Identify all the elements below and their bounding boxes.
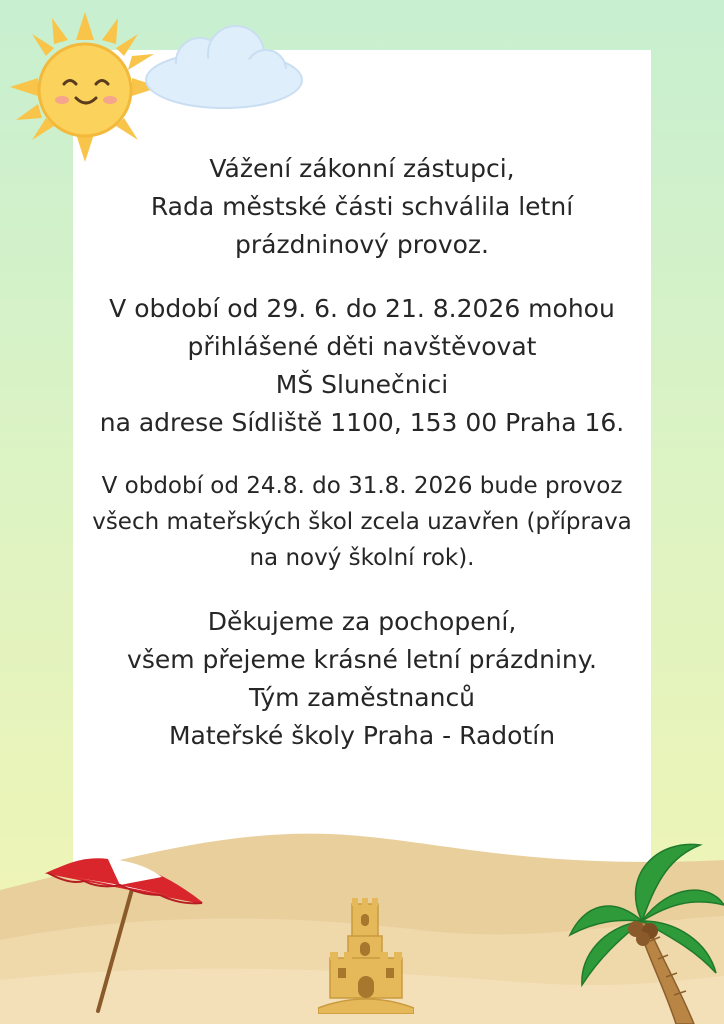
closure-line: na nový školní rok). <box>249 545 475 571</box>
closure-line: V období od 24.8. do 31.8. 2026 bude provoz <box>101 473 623 499</box>
closure-block <box>0 468 724 576</box>
summer-line: přihlášené děti navštěvovat <box>187 332 537 361</box>
closing-line: všem přejeme krásné letní prázdniny. <box>127 645 597 674</box>
summer-line: na adrese Sídliště 1100, 153 00 Praha 16. <box>99 408 625 437</box>
summer-operation-block <box>0 290 724 442</box>
greeting-line: Rada městské části schválila letní <box>150 192 574 221</box>
greeting-line: prázdninový provoz. <box>235 230 489 259</box>
closing-block <box>0 603 724 755</box>
closing-line: Děkujeme za pochopení, <box>207 607 517 636</box>
closure-line: všech mateřských škol zcela uzavřen (příprava <box>92 509 632 535</box>
greeting-line: Vážení zákonní zástupci, <box>209 154 515 183</box>
closing-line: Mateřské školy Praha - Radotín <box>168 721 556 750</box>
beach-umbrella-icon <box>40 845 210 1015</box>
summer-line: MŠ Slunečnici <box>275 370 449 399</box>
sandcastle-icon <box>318 898 414 1014</box>
palm-tree-icon <box>560 835 724 1024</box>
cloud-icon <box>142 20 307 115</box>
summer-line: V období od 29. 6. do 21. 8.2026 mohou <box>109 294 615 323</box>
sun-icon <box>10 12 160 162</box>
greeting-block <box>0 150 724 264</box>
closing-line: Tým zaměstnanců <box>248 683 476 712</box>
